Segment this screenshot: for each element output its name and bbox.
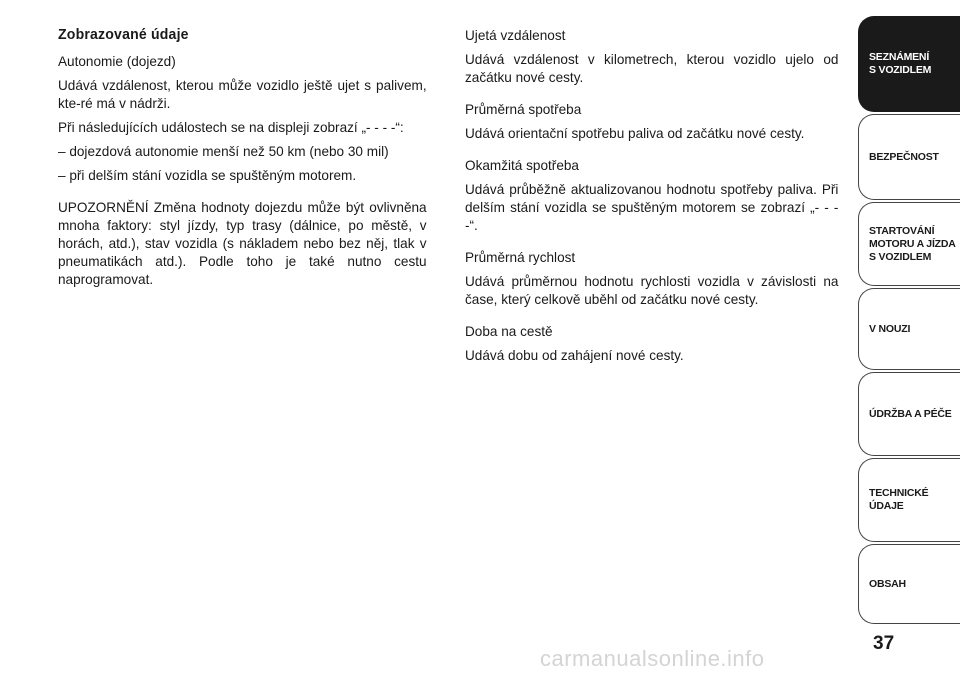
subheading-prumerna-rychlost: Průměrná rychlost [465,249,576,265]
paragraph: Udává vzdálenost v kilometrech, kterou vozidlo ujelo od začátku nové cesty. [465,51,839,85]
tab-label: ÚDRŽBA A PÉČE [869,407,952,420]
paragraph: Udává dobu od zahájení nové cesty. [465,347,684,363]
paragraph: Při následujících událostech se na displeji zobrazí „- - - -“: [58,119,404,135]
tab-label: OBSAH [869,577,906,590]
paragraph: Udává orientační spotřebu paliva od začátku nové cesty. [465,125,805,141]
paragraph: Udává průměrnou hodnotu rychlosti vozidla v závislosti na čase, který celkově uběhl od začátku nové cesty. [465,273,839,307]
tab-technicke-udaje[interactable] [858,458,960,542]
paragraph: Udává průběžně aktualizovanou hodnotu spotřeby paliva. Při delším stání vozidla se spuštěným motorem se zobrazí „- - - -“. [465,181,839,233]
tab-label: V NOUZI [869,322,911,335]
tab-v-nouzi[interactable] [858,288,960,370]
subheading-okamzita-spotreba: Okamžitá spotřeba [465,157,579,173]
subheading-autonomie: Autonomie (dojezd) [58,53,176,69]
list-item: – dojezdová autonomie menší než 50 km (nebo 30 mil) [58,143,389,159]
tab-udrzba[interactable] [858,372,960,456]
chapter-tabs [858,0,960,677]
section-title: Zobrazované údaje [58,27,189,43]
subheading-doba-na-ceste: Doba na cestě [465,323,553,339]
tab-label: SEZNÁMENÍ S VOZIDLEM [869,51,932,76]
warning-paragraph: UPOZORNĚNÍ Změna hodnoty dojezdu může být ovlivněna mnoha faktory: styl jízdy, typ trasy (dálnice, po městě, v horách, atd.), stav vozidla (s nákladem nebo bez něj, tlak v pneumatikách atd.). Podle toho je také nutno cestu naprogramovat. [58,199,427,287]
list-item: – při delším stání vozidla se spuštěným motorem. [58,167,357,183]
page-number: 37 [873,633,895,654]
tab-label: TECHNICKÉ ÚDAJE [869,487,929,512]
subheading-prumerna-spotreba: Průměrná spotřeba [465,101,582,117]
subheading-ujeta-vzdalenost: Ujetá vzdálenost [465,27,566,43]
tab-obsah[interactable] [858,544,960,624]
right-column [465,26,838,370]
tab-startovani[interactable] [858,202,960,286]
paragraph: Udává vzdálenost, kterou může vozidlo ještě ujet s palivem, kte-ré má v nádrži. [58,77,427,111]
watermark: carmanualsonline.info [540,646,765,671]
left-column [58,26,427,294]
tab-label: BEZPEČNOST [869,150,939,163]
tab-label: STARTOVÁNÍ MOTORU A JÍZDA S VOZIDLEM [869,224,956,263]
tab-bezpecnost[interactable] [858,114,960,200]
tab-seznameni[interactable] [858,16,960,112]
